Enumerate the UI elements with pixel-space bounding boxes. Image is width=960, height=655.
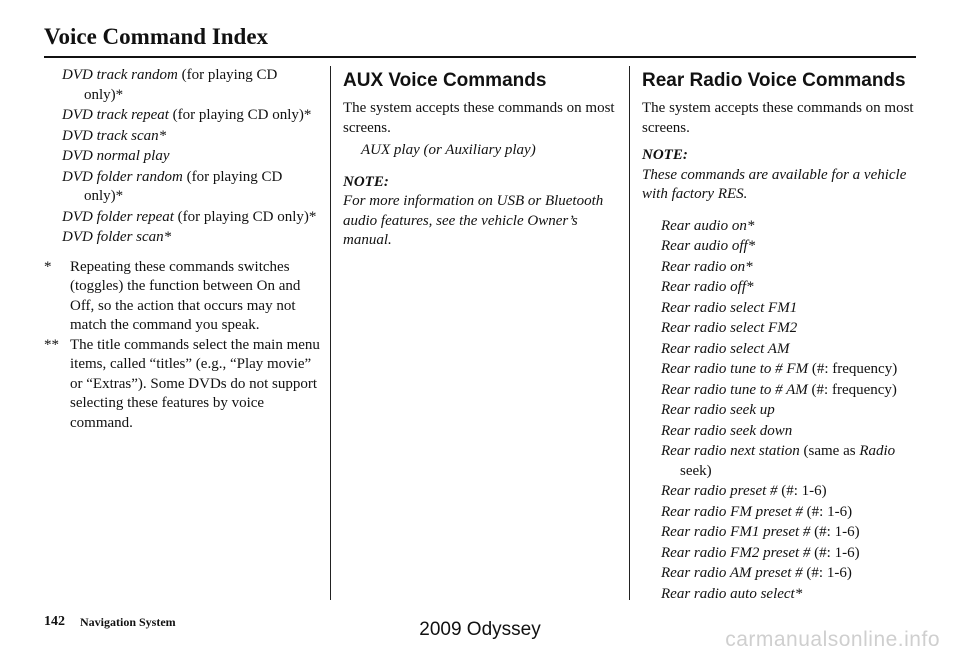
- command-item: AUX play (or Auxiliary play): [361, 142, 536, 158]
- list-item: Rear radio tune to # AM (#: frequency): [661, 381, 897, 398]
- page-title: Voice Command Index: [44, 24, 269, 49]
- note-text: For more information on USB or Bluetooth audio features, see the vehicle Owner’s manual.: [343, 193, 604, 248]
- list-item: DVD track random (for playing CD only)*: [62, 67, 278, 103]
- list-item: Rear radio tune to # FM (#: frequency): [661, 361, 898, 377]
- list-item: Rear radio select FM1: [661, 299, 798, 316]
- list-item: Rear radio FM1 preset # (#: 1-6): [661, 524, 860, 540]
- list-item: DVD track scan*: [62, 127, 167, 144]
- footer-label: Navigation System: [80, 615, 176, 629]
- list-item: DVD normal play: [62, 148, 170, 164]
- list-item: Rear radio on*: [661, 258, 753, 275]
- list-item: DVD folder scan*: [62, 229, 172, 245]
- list-item: DVD track repeat (for playing CD only)*: [62, 107, 312, 123]
- column-rear-radio-commands: [642, 66, 922, 605]
- list-item: Rear radio select AM: [661, 340, 790, 357]
- page-number: 142: [44, 614, 65, 629]
- footnotes: [44, 258, 320, 434]
- list-item: DVD folder random (for playing CD only)*: [62, 168, 283, 204]
- section-heading: AUX Voice Commands: [343, 70, 547, 91]
- footnote: * Repeating these commands switches (toggles) the function between On and Off, so the action that occurs may not match the command you speak.: [44, 258, 301, 333]
- note-label: NOTE:: [343, 173, 389, 190]
- column-divider-right: [629, 66, 630, 600]
- list-item: Rear radio off*: [661, 279, 754, 295]
- list-item: Rear radio FM2 preset # (#: 1-6): [661, 544, 860, 561]
- list-item: Rear radio FM preset # (#: 1-6): [661, 503, 853, 520]
- rear-radio-list: [642, 217, 922, 605]
- list-item: Rear audio off*: [661, 238, 756, 254]
- list-item: DVD folder repeat (for playing CD only)*: [62, 208, 317, 225]
- model-watermark: 2009 Odyssey: [419, 619, 541, 640]
- note-text: These commands are available for a vehicle with factory RES.: [642, 166, 907, 202]
- header-rule: [44, 56, 916, 58]
- list-item: Rear radio seek down: [661, 422, 793, 439]
- list-item: Rear radio select FM2: [661, 320, 798, 336]
- column-divider-left: [330, 66, 331, 600]
- column-dvd-commands: [44, 66, 320, 433]
- list-item: Rear radio next station (same as Radio seek): [661, 443, 896, 479]
- footnote: ** The title commands select the main menu items, called “titles” (e.g., “Play movie” or “Extras”). Some DVDs do not support selecting these features by voice command.: [44, 336, 320, 431]
- section-intro: The system accepts these commands on most screens.: [343, 100, 615, 136]
- column-aux-commands: [343, 66, 619, 261]
- list-item: Rear radio AM preset # (#: 1-6): [661, 565, 852, 581]
- list-item: Rear radio preset # (#: 1-6): [661, 483, 827, 499]
- section-heading: Rear Radio Voice Commands: [642, 70, 906, 91]
- note-label: NOTE:: [642, 147, 688, 163]
- section-intro: The system accepts these commands on most screens.: [642, 100, 914, 136]
- site-watermark: carmanualsonline.info: [725, 628, 940, 651]
- list-item: Rear audio on*: [661, 217, 755, 234]
- list-item: Rear radio auto select*: [661, 585, 803, 602]
- list-item: Rear radio seek up: [661, 402, 775, 418]
